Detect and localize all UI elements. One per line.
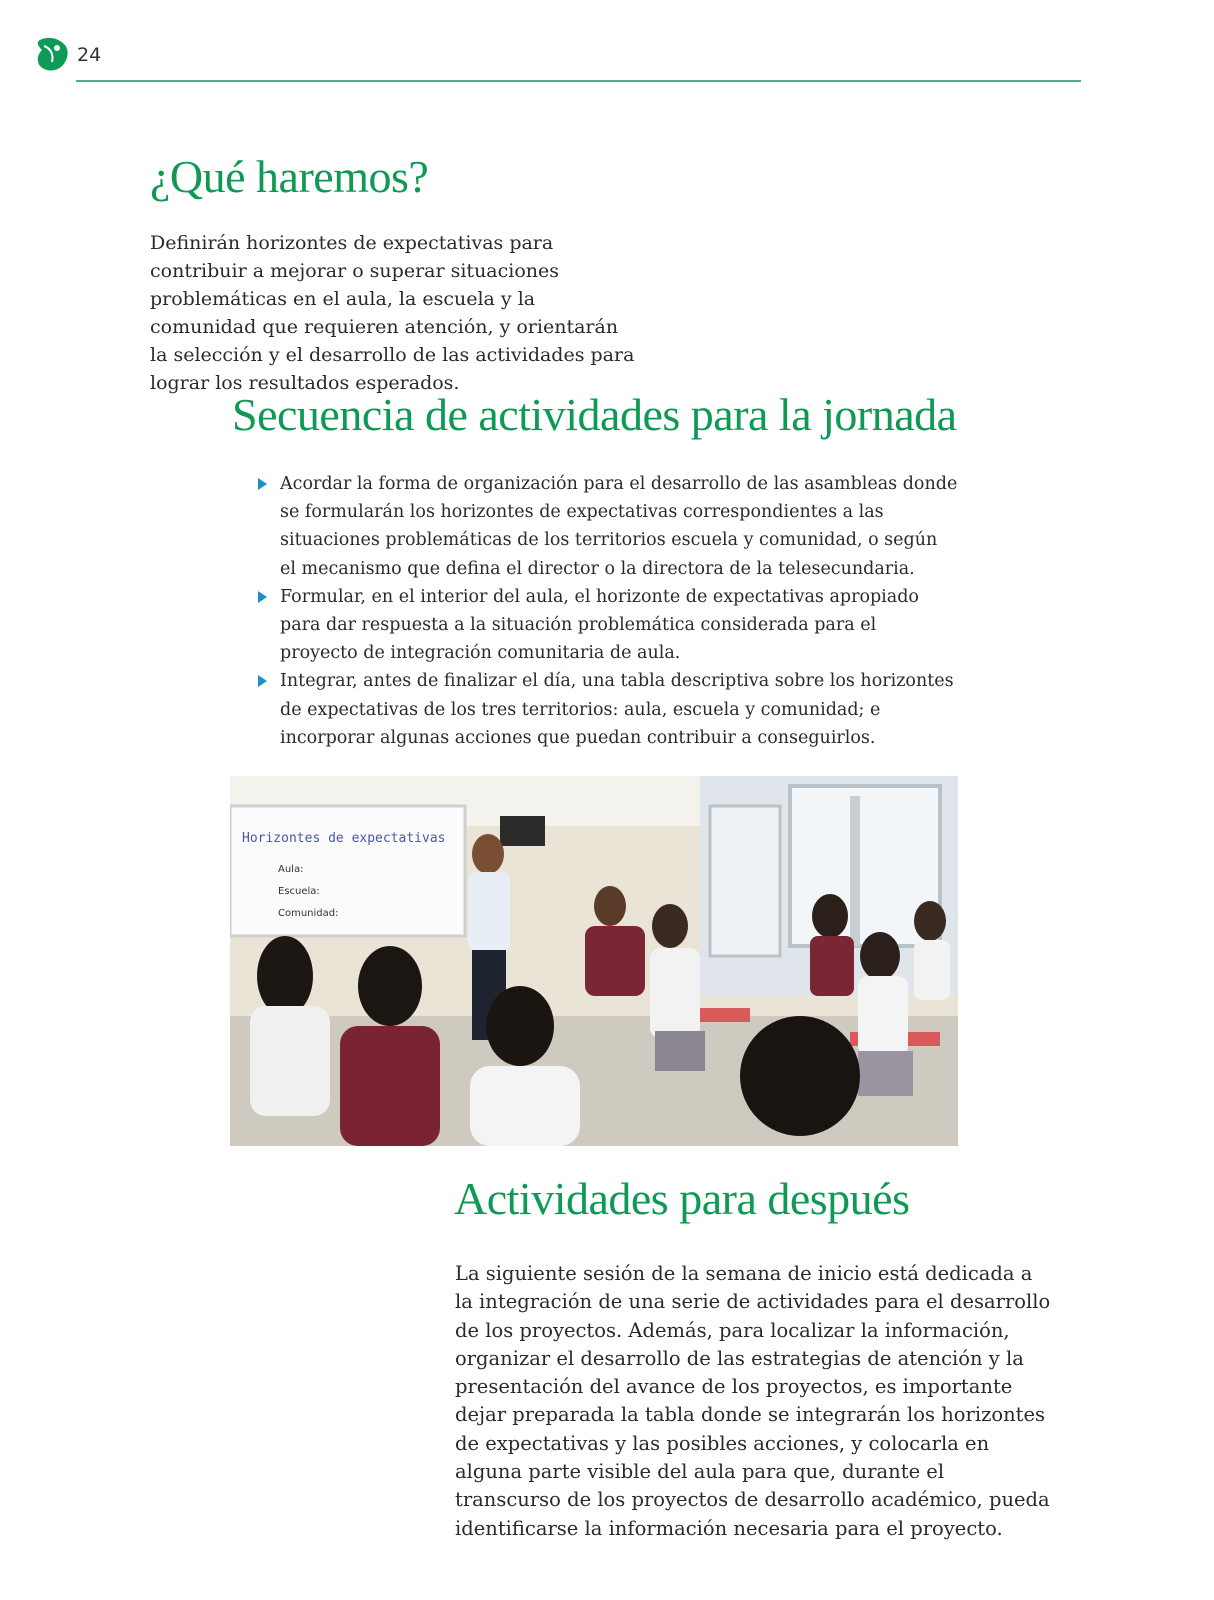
intro-paragraph: Definirán horizontes de expectativas para contribuir a mejorar o superar situaciones problemáticas en el aula, la escuela y la comunidad que requieren atención, y orientarán la selección y el desarrollo de las actividades para lograr los resultados esperados. (150, 232, 635, 394)
list-item (258, 667, 958, 752)
triangle-bullet-icon (258, 478, 267, 490)
activity-list (258, 470, 958, 752)
section-title-actividades-despues: Actividades para después (454, 1173, 910, 1224)
whiteboard-line-comunidad: Comunidad: (278, 908, 339, 919)
green-leaf-logo-icon (34, 36, 70, 74)
page-number: 24 (77, 44, 102, 66)
list-item (258, 470, 958, 583)
section-title-que-haremos: ¿Qué haremos? (150, 151, 429, 202)
whiteboard-line-aula: Aula: (278, 864, 304, 875)
section-title-secuencia: Secuencia de actividades para la jornada (232, 389, 957, 440)
triangle-bullet-icon (258, 591, 267, 603)
list-item-text: Integrar, antes de finalizar el día, una tabla descriptiva sobre los horizontes de expectativas de los tres territorios: aula, escuela y comunidad; e incorporar algunas acciones que puedan contribuir a conseguirlos. (280, 671, 954, 748)
classroom-photo (230, 776, 958, 1146)
list-item-text: Acordar la forma de organización para el desarrollo de las asambleas donde se formularán los horizontes de expectativas correspondientes a las situaciones problemáticas de los territorios escuela y comunidad, o según el mecanismo que defina el director o la directora de la telesecundaria. (280, 474, 958, 579)
closing-paragraph: La siguiente sesión de la semana de inicio está dedicada a la integración de una serie de actividades para el desarrollo de los proyectos. Además, para localizar la información, organizar el desarrollo de las estrategias de atención y la presentación del avance de los proyectos, es importante dejar preparada la tabla donde se integrarán los horizontes de expectativas y las posibles acciones, y colocarla en alguna parte visible del aula para que, durante el transcurso de los proyectos de desarrollo académico, pueda identificarse la información necesaria para el proyecto. (455, 1262, 1051, 1540)
list-item (258, 583, 958, 668)
whiteboard-line-escuela: Escuela: (278, 886, 320, 897)
header-divider (76, 80, 1081, 82)
whiteboard-title: Horizontes de expectativas (242, 831, 446, 846)
classroom-illustration (230, 776, 958, 1146)
list-item-text: Formular, en el interior del aula, el horizonte de expectativas apropiado para dar respuesta a la situación problemática considerada para el proyecto de integración comunitaria de aula. (280, 586, 919, 664)
triangle-bullet-icon (258, 675, 267, 687)
